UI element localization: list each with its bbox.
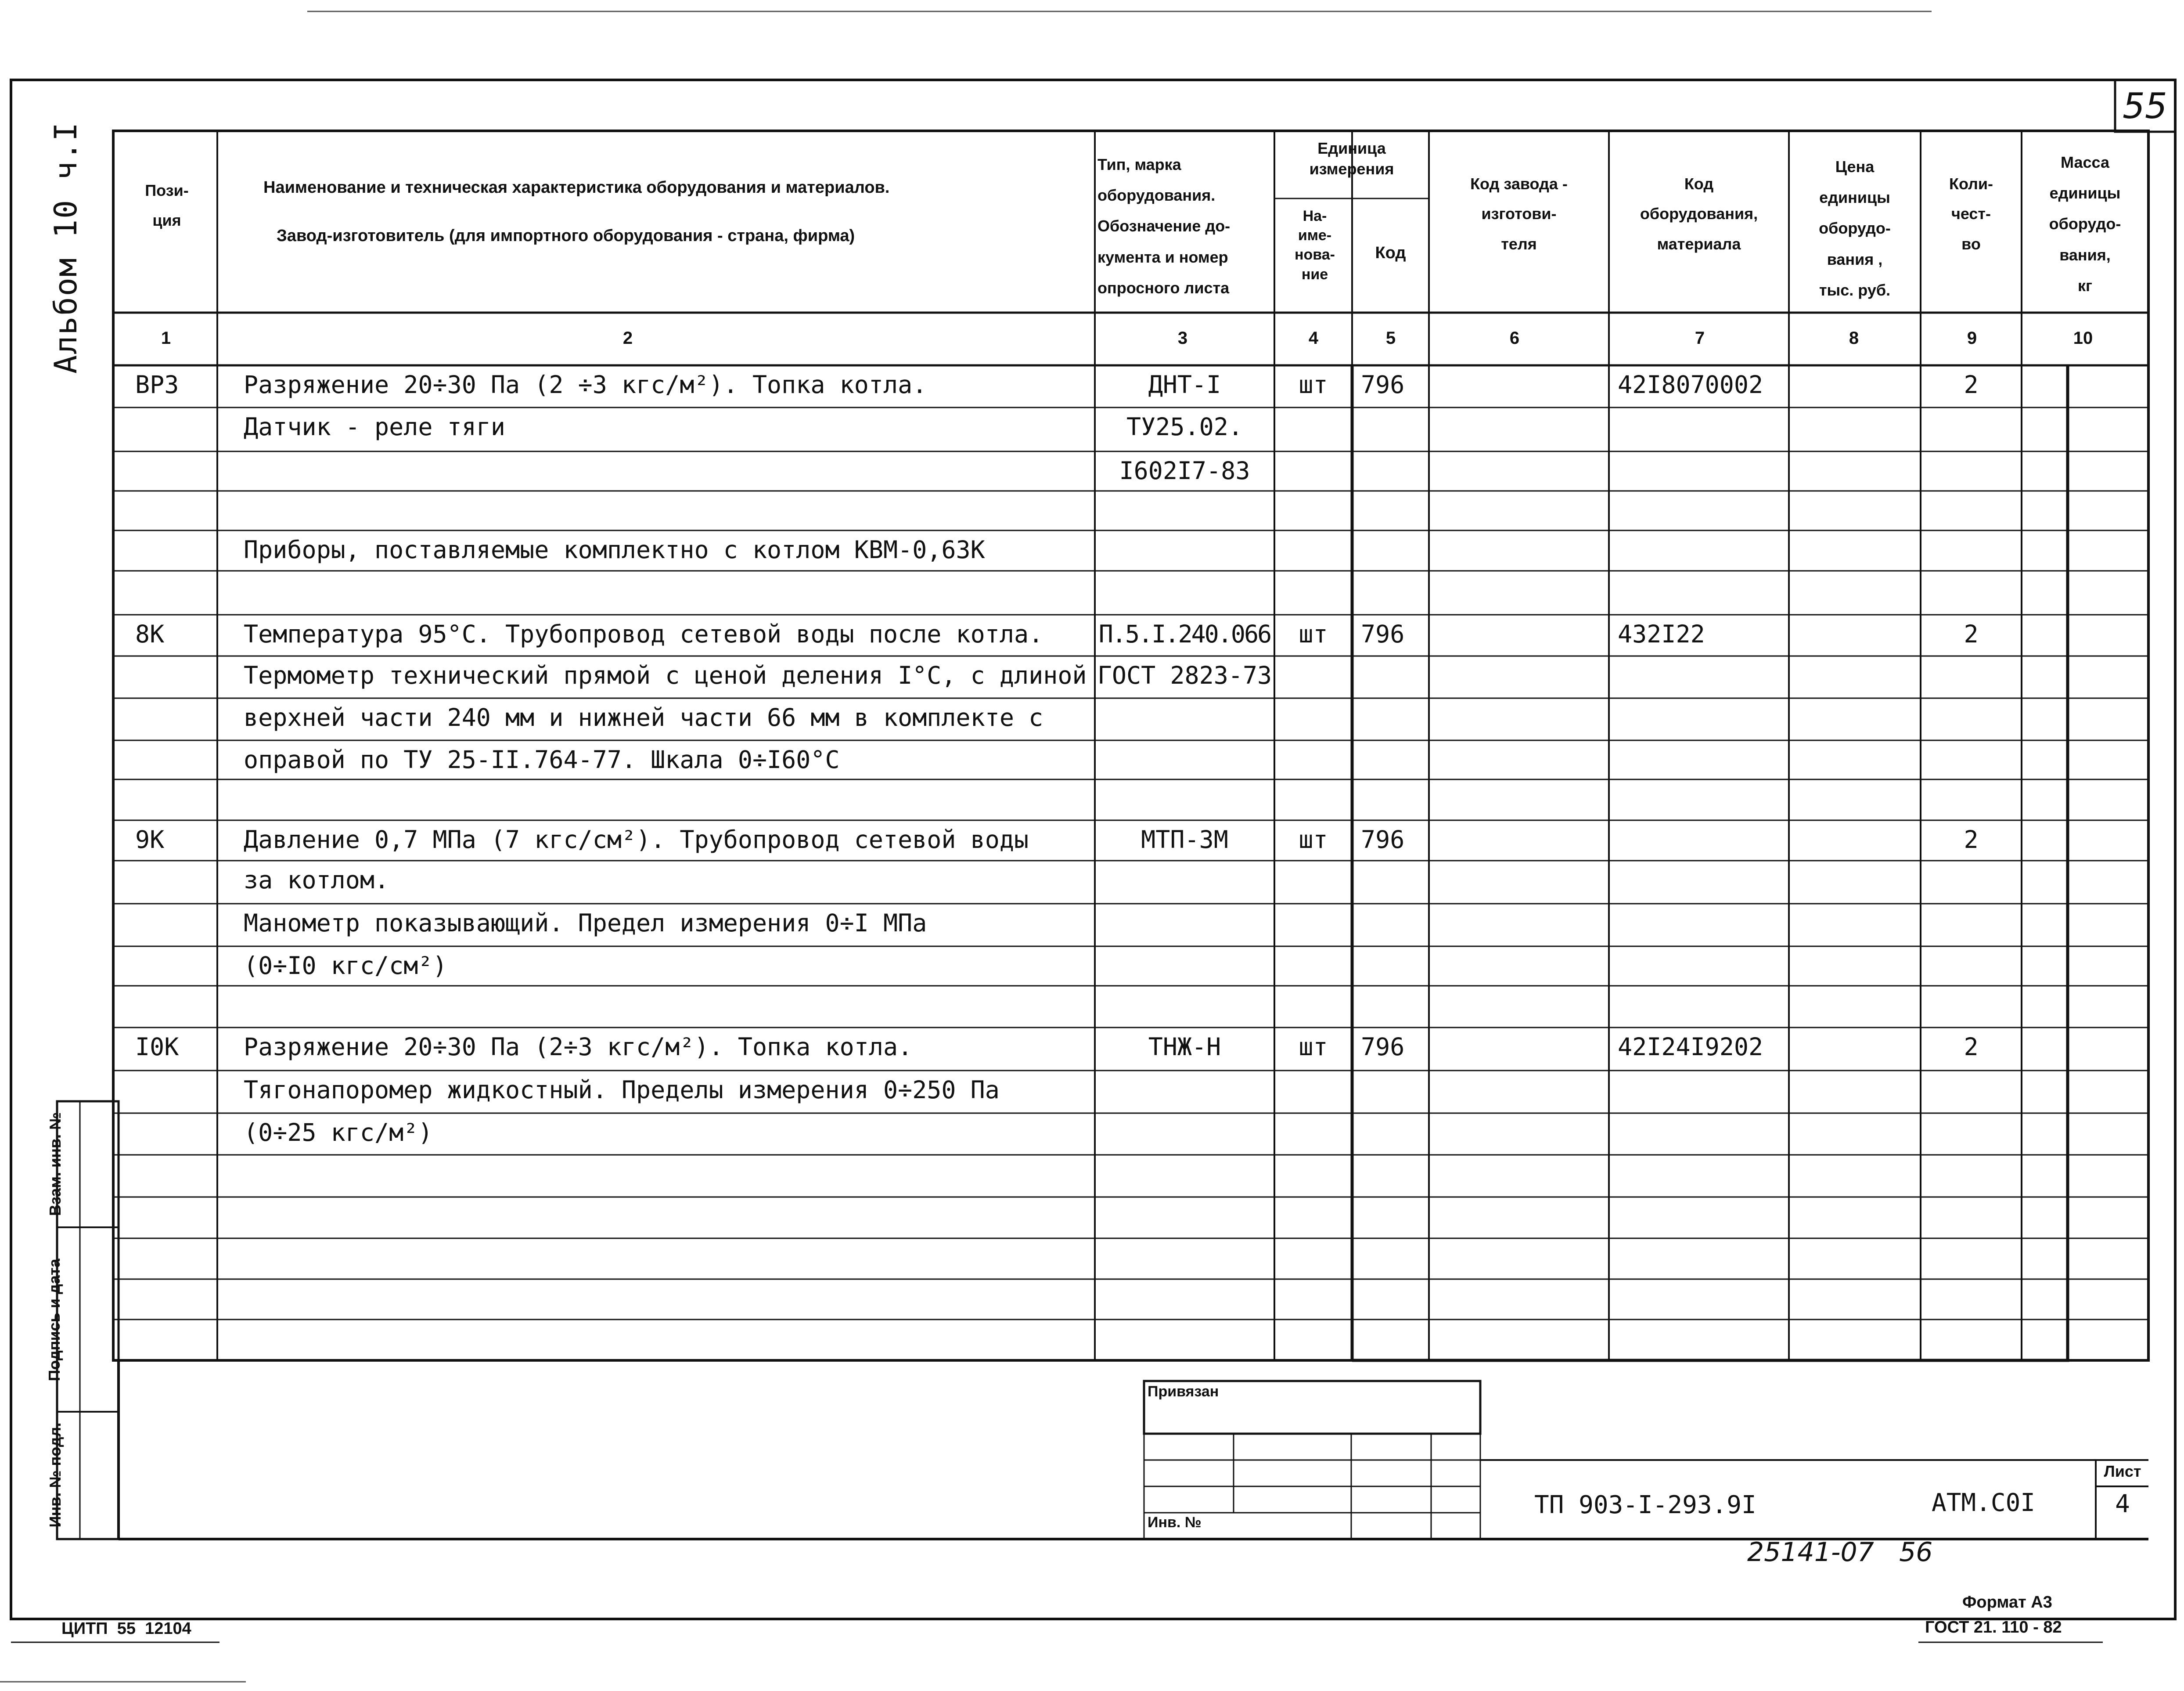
cell-qty: 2: [1964, 826, 1979, 854]
cell-name: Разряжение 20÷30 Па (2÷3 кгс/м²). Топка котла.: [244, 1033, 913, 1061]
cell-name: Тягонапоромер жидкостный. Пределы измерения 0÷250 Па: [244, 1076, 1000, 1104]
column-number: 3: [1177, 328, 1188, 348]
cell-equip-code: 42I24I9202: [1618, 1033, 1763, 1061]
cell-unit: шт: [1299, 371, 1328, 399]
cell-name: за котлом.: [244, 866, 389, 894]
header-unit-group: Единица измерения: [1309, 139, 1394, 178]
header-quantity: Коли- чест- во: [1949, 175, 1993, 253]
column-number: 9: [1967, 328, 1977, 348]
stamp-inv-label: Инв. №: [1148, 1514, 1202, 1531]
cell-name: Термометр технический прямой с ценой деления I°С, с длиной: [244, 661, 1087, 689]
stamp-sheet-label: Лист: [2104, 1462, 2141, 1480]
side-stamp-replacement: Взам. инв. №: [46, 1112, 64, 1216]
cell-type: П.5.I.240.066: [1098, 620, 1271, 648]
cell-name: Давление 0,7 МПа (7 кгс/см²). Трубопровод сетевой воды: [244, 826, 1029, 854]
cell-name: Разряжение 20÷30 Па (2 ÷3 кгс/м²). Топка котла.: [244, 371, 927, 399]
header-manufacturer: Завод-изготовитель (для импортного оборудования - страна, фирма): [277, 227, 855, 245]
header-name: Наименование и техническая характеристика оборудования и материалов.: [263, 178, 890, 197]
column-number: 7: [1695, 328, 1705, 348]
cell-type: ГОСТ 2823-73: [1097, 661, 1272, 689]
header-price: Цена единицы оборудо- вания , тыс. руб.: [1819, 158, 1891, 299]
cell-pos: 9К: [135, 826, 165, 854]
cell-type: I602I7-83: [1119, 457, 1250, 485]
column-number: 6: [1509, 328, 1520, 348]
header-mass: Масса единицы оборудо- вания, кг: [2049, 153, 2121, 295]
cell-type: ТУ25.02.: [1126, 413, 1243, 441]
stamp-designation: ТП 903-I-293.9I: [1534, 1491, 1756, 1519]
header-plant-code: Код завода - изготови- теля: [1470, 175, 1568, 253]
header-equipment-code: Код оборудования, материала: [1640, 175, 1758, 253]
album-label: Альбом 10 ч.I: [48, 122, 84, 374]
cell-code: 796: [1361, 826, 1405, 854]
side-stamp-signature: Подпись и дата: [45, 1258, 63, 1381]
cell-name: оправой по ТУ 25-II.764-77. Шкала 0÷I60°С: [244, 746, 840, 774]
format-label: Формат А3: [1962, 1593, 2052, 1612]
cell-equip-code: 432I22: [1618, 620, 1705, 648]
header-type: Тип, марка оборудования. Обозначение до- кумента и номер опросного листа: [1097, 155, 1231, 297]
cell-pos: 8К: [135, 620, 165, 648]
cell-pos: ВРЗ: [135, 371, 179, 399]
stamp-doc-code: АТМ.С0I: [1932, 1489, 2036, 1517]
cell-equip-code: 42I8070002: [1618, 371, 1763, 399]
header-unit-code: Код: [1375, 244, 1406, 262]
gost-label: ГОСТ 21. 110 - 82: [1925, 1618, 2062, 1637]
column-number: 2: [622, 328, 633, 348]
column-number: 5: [1385, 328, 1396, 348]
cell-code: 796: [1361, 620, 1405, 648]
cell-qty: 2: [1964, 371, 1979, 399]
cell-qty: 2: [1964, 620, 1979, 648]
cell-name: (0÷25 кгс/м²): [244, 1118, 433, 1147]
org-label: ЦИТП 55 12104: [61, 1619, 191, 1638]
cell-name: Температура 95°С. Трубопровод сетевой воды после котла.: [244, 620, 1043, 648]
cell-code: 796: [1361, 371, 1405, 399]
cell-qty: 2: [1964, 1033, 1979, 1061]
header-position: Пози- ция: [145, 181, 189, 230]
cell-name: Манометр показывающий. Предел измерения 0÷I МПа: [244, 909, 927, 937]
column-number: 1: [161, 328, 171, 348]
stamp-sheet-value: 4: [2115, 1490, 2130, 1518]
handwritten-number: 25141-07 56: [1747, 1537, 1933, 1568]
header-unit-name: На- име- нова- ние: [1295, 208, 1335, 283]
cell-type: ТНЖ-Н: [1148, 1033, 1221, 1061]
cell-type: ДНТ-I: [1148, 371, 1221, 399]
cell-type: МТП-3М: [1141, 826, 1228, 854]
column-number: 8: [1849, 328, 1859, 348]
cell-name: Приборы, поставляемые комплектно с котлом КВМ-0,63К: [244, 536, 985, 564]
cell-code: 796: [1361, 1033, 1405, 1061]
cell-name: верхней части 240 мм и нижней части 66 мм в комплекте с: [244, 703, 1043, 732]
side-stamp-inventory: Инв. № подл.: [46, 1422, 64, 1528]
cell-pos: I0К: [135, 1033, 179, 1061]
column-number: 4: [1308, 328, 1319, 348]
cell-unit: шт: [1299, 620, 1328, 648]
cell-unit: шт: [1299, 826, 1328, 854]
cell-name: (0÷I0 кгс/см²): [244, 952, 447, 980]
sheet-number: 55: [2123, 86, 2167, 126]
cell-unit: шт: [1299, 1033, 1328, 1061]
cell-name: Датчик - реле тяги: [244, 413, 506, 441]
stamp-bound-label: Привязан: [1148, 1383, 1219, 1400]
column-number: 10: [2073, 328, 2093, 348]
